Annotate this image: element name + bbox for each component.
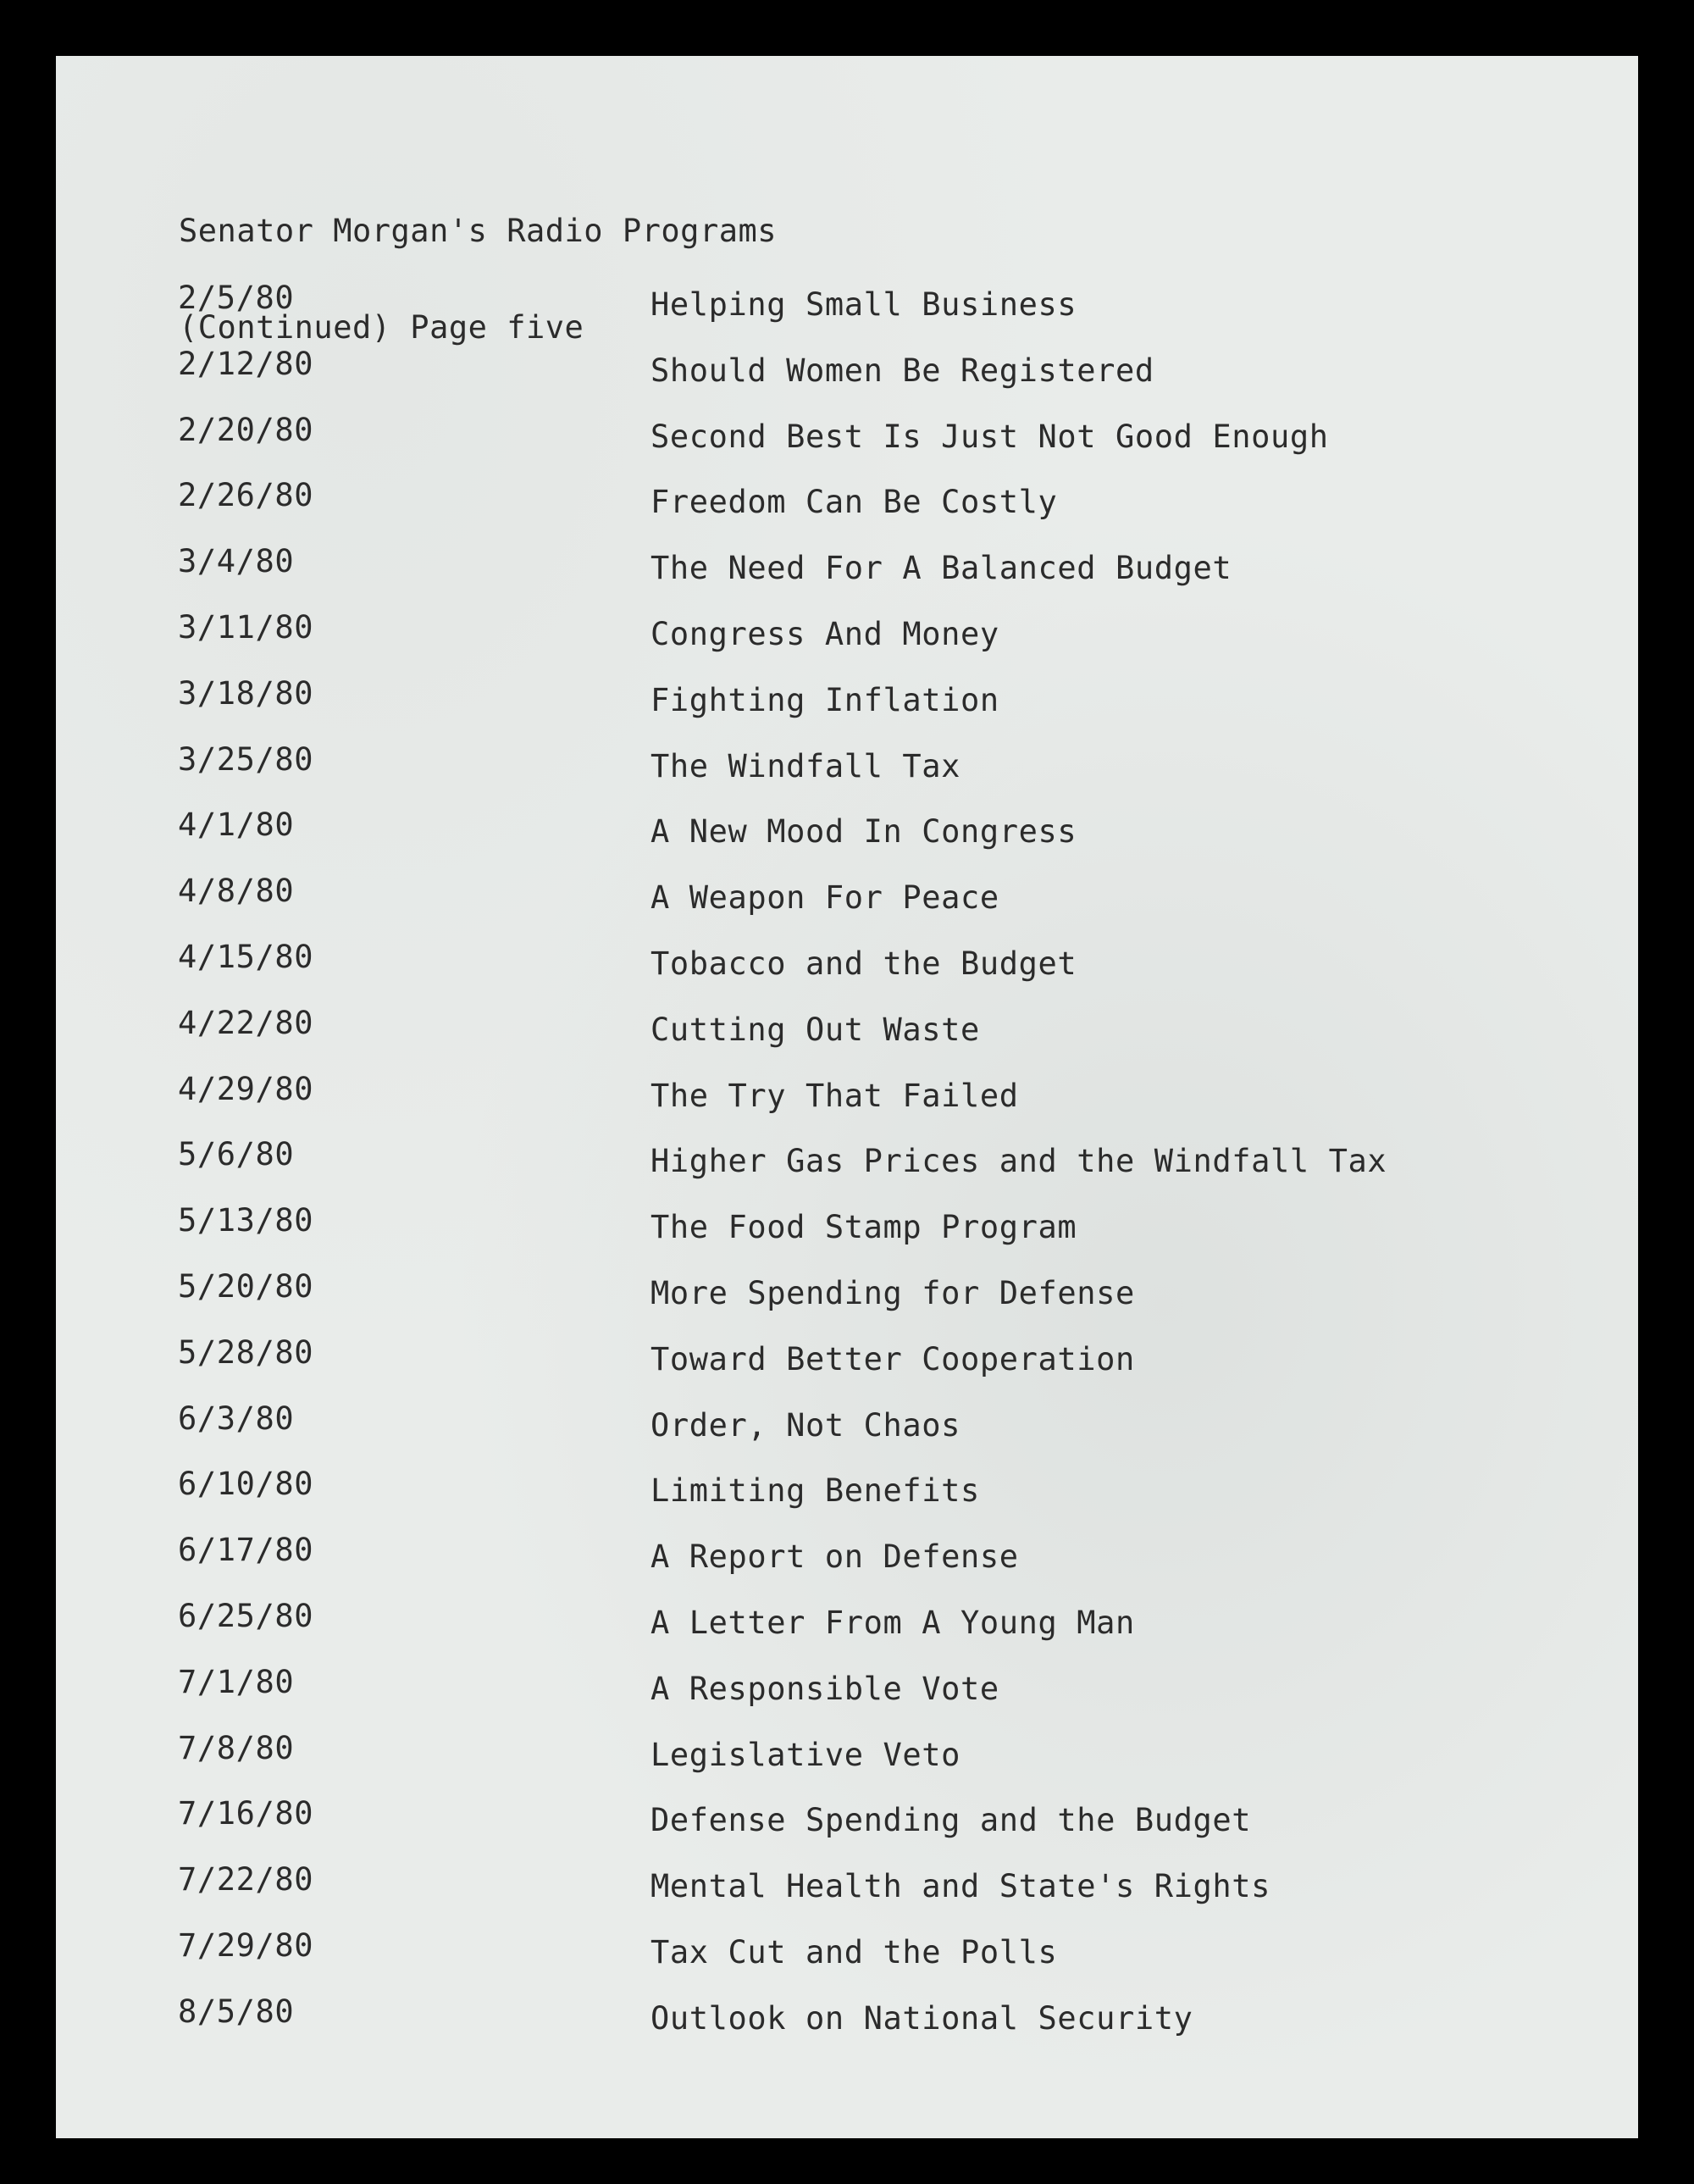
program-date: 2/26/80 [178,477,314,514]
document-page [56,56,1638,2138]
program-title: Order, Not Chaos [650,1406,961,1444]
program-row [178,609,1618,675]
program-title: Mental Health and State's Rights [650,1868,1271,1905]
program-date: 3/11/80 [178,608,314,646]
program-row [178,1268,1618,1334]
program-date: 4/8/80 [178,873,295,910]
program-title: More Spending for Defense [650,1274,1135,1311]
program-row [178,477,1618,543]
program-title: The Need For A Balanced Budget [650,550,1232,587]
program-row [178,1334,1618,1400]
program-title: A Report on Defense [650,1538,1019,1576]
program-row [178,1071,1618,1137]
program-title: A Weapon For Peace [650,879,999,917]
program-row [178,412,1618,478]
program-row [178,1927,1618,1993]
program-row [178,1532,1618,1598]
program-row [178,1466,1618,1532]
program-title: Should Women Be Registered [650,352,1154,389]
program-title: Tax Cut and the Polls [650,1933,1058,1971]
program-title: Fighting Inflation [650,681,999,718]
program-row [178,1730,1618,1796]
program-row [178,675,1618,741]
program-title: A Responsible Vote [650,1670,999,1707]
program-row [178,280,1618,346]
program-date: 4/15/80 [178,938,314,975]
program-row [178,1136,1618,1202]
program-date: 5/20/80 [178,1267,314,1305]
program-date: 6/25/80 [178,1597,314,1634]
program-date: 5/6/80 [178,1136,295,1173]
program-title: Cutting Out Waste [650,1011,980,1048]
program-date: 2/12/80 [178,345,314,382]
program-row [178,807,1618,873]
program-row [178,1861,1618,1927]
program-date: 4/1/80 [178,807,295,844]
program-date: 7/16/80 [178,1795,314,1832]
header-title: Senator Morgan's Radio Programs [179,213,778,249]
program-row [178,1400,1618,1466]
program-date: 8/5/80 [178,1993,295,2030]
program-date: 4/29/80 [178,1070,314,1107]
program-row [178,873,1618,939]
program-row [178,1664,1618,1730]
program-row [178,1993,1618,2059]
program-title: Congress And Money [650,615,999,652]
program-date: 5/13/80 [178,1202,314,1239]
program-row [178,1795,1618,1861]
program-title: Toward Better Cooperation [650,1340,1135,1377]
program-date: 6/10/80 [178,1466,314,1503]
program-date: 3/25/80 [178,740,314,778]
program-list [178,280,1618,2059]
program-date: 7/22/80 [178,1861,314,1899]
program-date: 3/18/80 [178,674,314,712]
program-title: Higher Gas Prices and the Windfall Tax [650,1143,1387,1180]
program-title: Defense Spending and the Budget [650,1802,1252,1839]
program-date: 7/1/80 [178,1663,295,1700]
program-title: The Food Stamp Program [650,1209,1077,1246]
program-title: The Try That Failed [650,1077,1019,1114]
program-date: 3/4/80 [178,543,295,580]
program-title: Freedom Can Be Costly [650,484,1058,521]
program-title: Helping Small Business [650,286,1077,323]
program-row [178,939,1618,1005]
program-row [178,1005,1618,1071]
program-title: Legislative Veto [650,1736,961,1773]
program-title: A Letter From A Young Man [650,1604,1135,1641]
program-date: 6/3/80 [178,1400,295,1437]
program-title: The Windfall Tax [650,747,961,784]
program-date: 5/28/80 [178,1333,314,1371]
program-row [178,741,1618,807]
program-date: 7/29/80 [178,1926,314,1964]
program-date: 7/8/80 [178,1729,295,1766]
program-date: 6/17/80 [178,1532,314,1569]
program-title: Limiting Benefits [650,1472,980,1510]
program-row [178,1598,1618,1664]
program-date: 4/22/80 [178,1004,314,1041]
program-row [178,346,1618,412]
header-subtitle: (Continued) Page five [179,309,584,346]
program-date: 2/5/80 [178,280,295,316]
program-date: 2/20/80 [178,411,314,448]
program-row [178,543,1618,609]
program-row [178,1202,1618,1268]
program-title: Outlook on National Security [650,1999,1193,2037]
program-title: Tobacco and the Budget [650,945,1077,982]
program-title: A New Mood In Congress [650,813,1077,851]
program-title: Second Best Is Just Not Good Enough [650,418,1329,455]
